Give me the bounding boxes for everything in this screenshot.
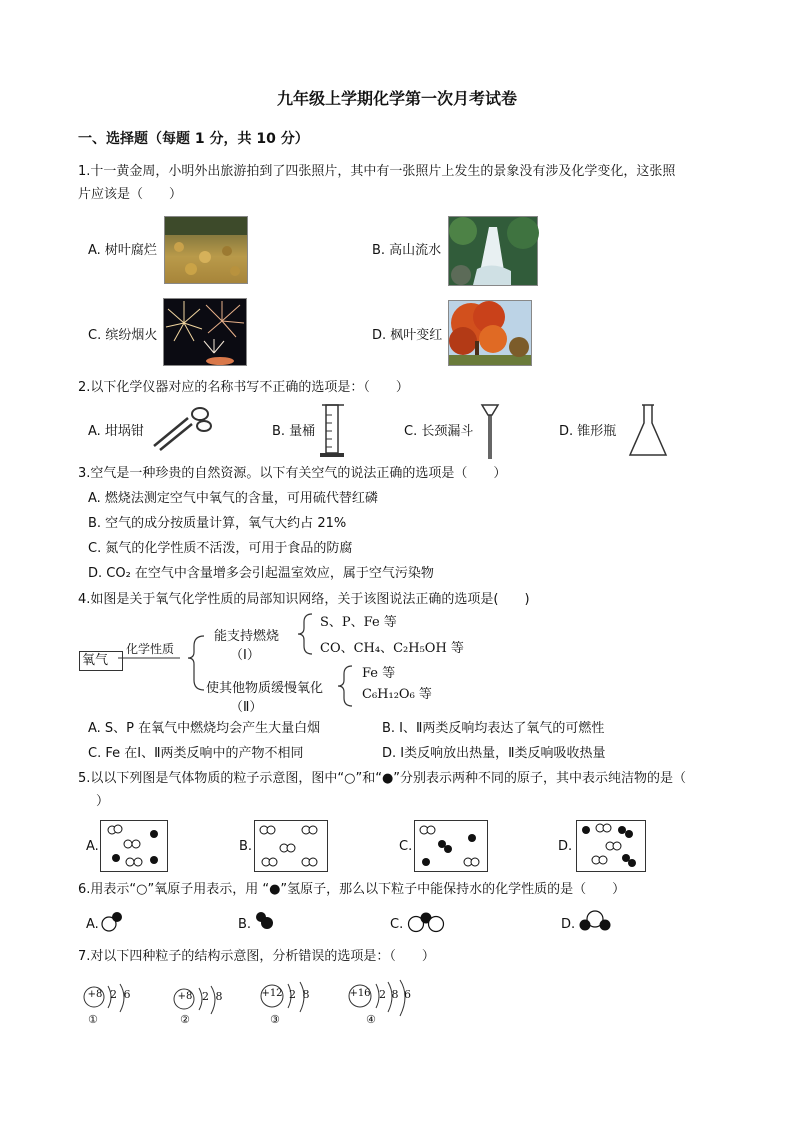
q5-option-c[interactable]: C.	[399, 839, 413, 854]
waterfall-scene	[449, 217, 537, 285]
q1-photo-fireworks	[163, 298, 247, 366]
q1-photo-rotting-leaves	[164, 216, 248, 284]
q5-particle-box-c	[414, 820, 488, 872]
atom-3-label: ③	[270, 1013, 280, 1026]
q6-option-c[interactable]: C.	[390, 917, 404, 932]
q5-particle-box-d	[576, 820, 646, 872]
diagram-branch2-label: 使其他物质缓慢氧化	[206, 681, 324, 696]
q1-stem-line1: 1.十一黄金周，小明外出旅游拍到了四张照片，其中有一张照片上发生的景象没有涉及化学变化，这张照	[78, 164, 676, 179]
q3-option-b[interactable]: B. 空气的成分按质量计算，氧气大约占 21%	[88, 516, 347, 531]
q4-option-d[interactable]: D. Ⅰ类反响放出热量，Ⅱ类反响吸收热量	[382, 746, 606, 761]
diagram-branch2-item1: Fe 等	[362, 666, 396, 681]
q4-option-c[interactable]: C. Fe 在Ⅰ、Ⅱ两类反响中的产物不相同	[88, 746, 304, 761]
q6-molecule-b	[254, 910, 276, 932]
q6-molecule-a	[100, 908, 126, 934]
q6-stem: 6.用表示“○”氧原子用表示，用 “●”氢原子，那么以下粒子中能保持水的化学性质的是（ ）	[78, 882, 626, 897]
q5-particle-box-a	[100, 820, 168, 872]
atom-1-nucleus: +8	[87, 989, 103, 1000]
diagram-root-box: 氧气	[79, 651, 123, 671]
atom-1-shells: 2 6	[110, 988, 131, 1001]
diagram-branch1-item1: S、P、Fe 等	[320, 615, 397, 630]
q6-option-b[interactable]: B.	[238, 917, 252, 932]
q3-stem: 3.空气是一种珍贵的自然资源。以下有关空气的说法正确的选项是（ ）	[78, 466, 507, 481]
q3-option-c[interactable]: C. 氮气的化学性质不活泼，可用于食品的防腐	[88, 541, 353, 556]
q1-option-b[interactable]: B. 高山流水	[372, 243, 442, 258]
q2-option-b[interactable]: B. 量桶	[272, 424, 316, 439]
long-neck-funnel-icon	[478, 401, 502, 461]
q1-option-c[interactable]: C. 缤纷烟火	[88, 328, 158, 343]
q6-option-d[interactable]: D.	[561, 917, 576, 932]
fireworks-scene	[164, 299, 246, 365]
atom-3-nucleus: +12	[261, 988, 283, 999]
q2-option-c[interactable]: C. 长颈漏斗	[404, 424, 474, 439]
diagram-branch2-item2: C₆H₁₂O₆ 等	[362, 687, 432, 702]
q7-stem: 7.对以下四种粒子的结构示意图，分析错误的选项是：（ ）	[78, 949, 435, 964]
q5-option-a[interactable]: A.	[86, 839, 99, 854]
diagram-branch2-brace	[336, 664, 356, 708]
q4-option-a[interactable]: A. S、P 在氧气中燃烧均会产生大量白烟	[88, 721, 321, 736]
atom-3-shells: 2 8	[289, 988, 310, 1001]
q1-option-a[interactable]: A. 树叶腐烂	[88, 243, 157, 258]
diagram-branch1-item2: CO、CH₄、C₂H₅OH 等	[320, 641, 464, 656]
q4-option-b[interactable]: B. Ⅰ、Ⅱ两类反响均表达了氧气的可燃性	[382, 721, 605, 736]
atom-2-shells: 2 8	[202, 990, 223, 1003]
q6-molecule-d	[578, 908, 612, 934]
atom-4-nucleus: +16	[349, 988, 371, 999]
page-title: 九年级上学期化学第一次月考试卷	[276, 89, 517, 108]
q5-option-b[interactable]: B.	[239, 839, 253, 854]
q5-option-d[interactable]: D.	[558, 839, 573, 854]
atom-4-shells: 2 8 6	[379, 988, 411, 1001]
q2-stem: 2.以下化学仪器对应的名称书写不正确的选项是：（ ）	[78, 380, 409, 395]
q1-stem-line2: 片应该是（ ）	[78, 187, 183, 202]
leaves-texture	[165, 217, 247, 283]
atom-1-label: ①	[88, 1013, 98, 1026]
q5-stem-line2: ）	[96, 794, 110, 809]
diagram-branch1-brace	[296, 612, 316, 656]
q1-photo-maple-leaves	[448, 300, 532, 366]
q2-option-a[interactable]: A. 坩埚钳	[88, 424, 144, 439]
diagram-edge-label: 化学性质	[126, 642, 175, 656]
q5-particle-box-b	[254, 820, 328, 872]
section-heading: 一、选择题（每题 1 分，共 10 分）	[78, 131, 309, 147]
q3-option-a[interactable]: A. 燃烧法测定空气中氧气的含量，可用硫代替红磷	[88, 491, 378, 506]
crucible-tongs-icon	[150, 404, 212, 452]
q1-photo-waterfall	[448, 216, 538, 286]
atom-2-label: ②	[180, 1013, 190, 1026]
diagram-branch1-number: （Ⅰ）	[230, 648, 260, 663]
atom-4-label: ④	[366, 1013, 376, 1026]
conical-flask-icon	[628, 403, 668, 459]
diagram-branch2-number: （Ⅱ）	[230, 700, 263, 715]
q3-option-d[interactable]: D. CO₂ 在空气中含量增多会引起温室效应，属于空气污染物	[88, 566, 434, 581]
graduated-cylinder-icon	[318, 403, 348, 459]
q5-stem-line1: 5.以以下列图是气体物质的粒子示意图，图中“○”和“●”分别表示两种不同的原子，其中表示纯洁物的是（	[78, 771, 687, 786]
atom-2-nucleus: +8	[177, 991, 193, 1002]
q2-option-d[interactable]: D. 锥形瓶	[559, 424, 617, 439]
diagram-branch1-label: 能支持燃烧	[214, 629, 280, 644]
q1-option-d[interactable]: D. 枫叶变红	[372, 328, 443, 343]
q6-option-a[interactable]: A.	[86, 917, 99, 932]
q4-stem: 4.如图是关于氧气化学性质的局部知识网络，关于该图说法正确的选项是( )	[78, 592, 530, 607]
maple-scene	[449, 301, 531, 365]
q6-molecule-c	[406, 908, 448, 934]
